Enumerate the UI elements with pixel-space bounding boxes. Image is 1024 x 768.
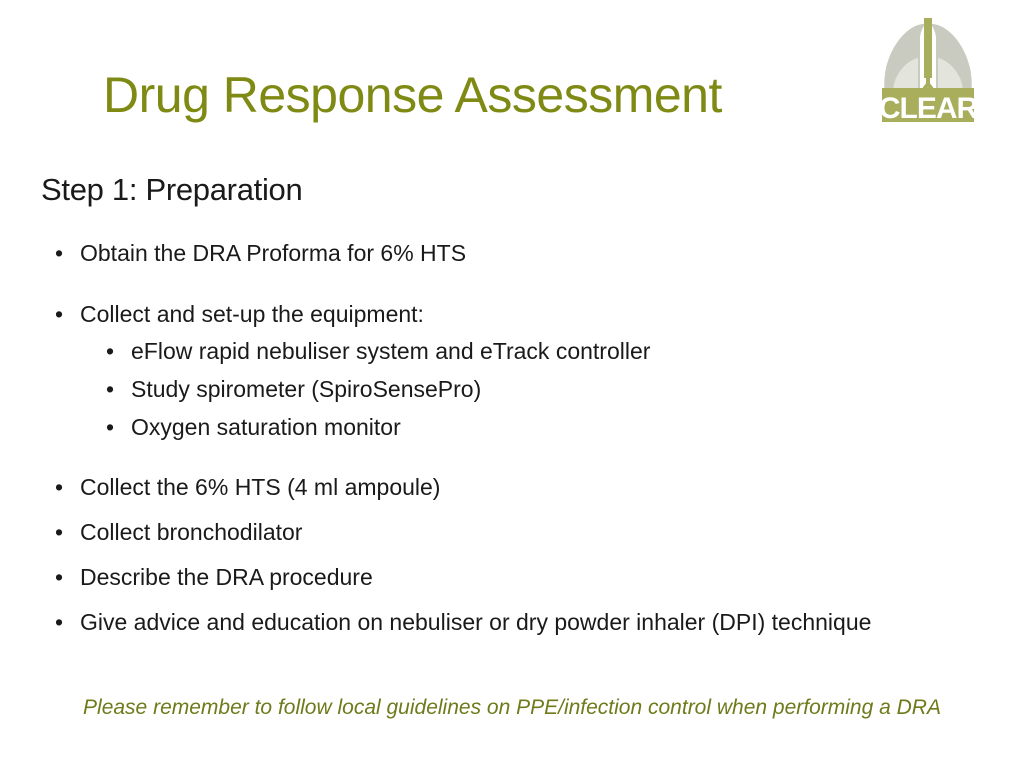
bullet-icon: • xyxy=(55,474,64,500)
sub-bullet-item xyxy=(106,374,482,405)
bullet-icon: • xyxy=(106,338,115,364)
bullet-item xyxy=(55,607,880,638)
bullet-item xyxy=(55,472,441,503)
bullet-text: eFlow rapid nebuliser system and eTrack controller xyxy=(131,338,651,364)
bullet-text: Collect the 6% HTS (4 ml ampoule) xyxy=(80,474,441,500)
step-heading: Step 1: Preparation xyxy=(41,172,303,207)
bullet-icon: • xyxy=(55,564,64,590)
bullet-icon: • xyxy=(55,609,64,635)
bullet-icon: • xyxy=(106,376,115,402)
bullet-icon: • xyxy=(106,414,115,440)
slide-title: Drug Response Assessment xyxy=(103,67,722,123)
bullet-icon: • xyxy=(55,301,64,327)
bullet-text: Collect and set-up the equipment: xyxy=(80,301,424,327)
bullet-text: Describe the DRA procedure xyxy=(80,564,373,590)
bullet-text: Obtain the DRA Proforma for 6% HTS xyxy=(80,240,467,266)
svg-text:CLEAR: CLEAR xyxy=(880,92,976,124)
bullet-item xyxy=(55,562,373,593)
bullet-icon: • xyxy=(55,519,64,545)
bullet-item xyxy=(55,517,303,548)
bullet-text: Give advice and education on nebuliser or dry powder inhaler (DPI) technique xyxy=(80,609,872,635)
bullet-item xyxy=(55,299,424,330)
bullet-text: Oxygen saturation monitor xyxy=(131,414,401,440)
footer-note: Please remember to follow local guidelines on PPE/infection control when performing a DRA xyxy=(83,696,941,719)
bullet-item xyxy=(55,238,467,269)
sub-bullet-item xyxy=(106,336,651,367)
bullet-icon: • xyxy=(55,240,64,266)
sub-bullet-item xyxy=(106,412,401,443)
bullet-text: Study spirometer (SpiroSensePro) xyxy=(131,376,482,402)
bullet-text: Collect bronchodilator xyxy=(80,519,303,545)
